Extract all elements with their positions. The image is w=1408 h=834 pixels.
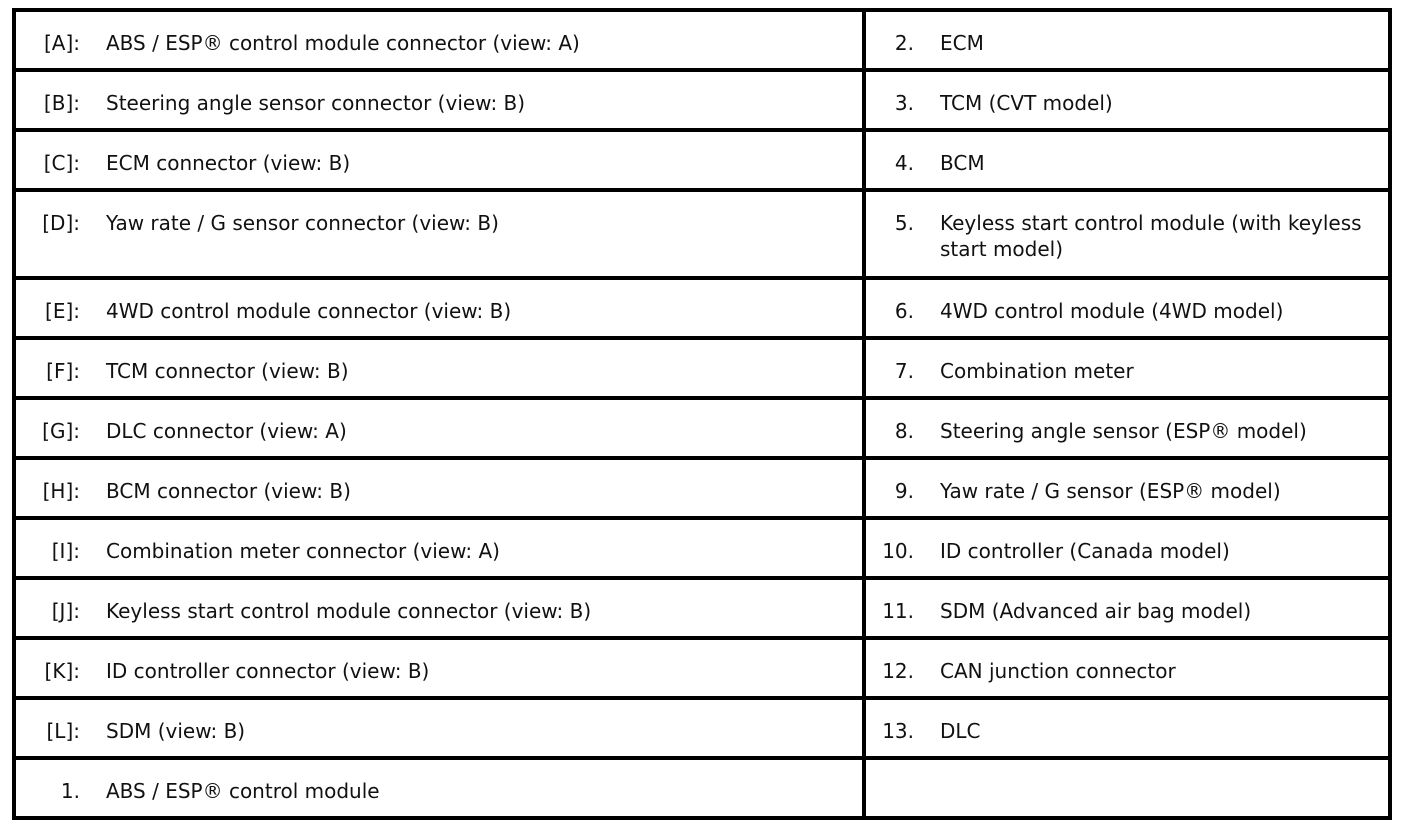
legend-cell-left (14, 758, 864, 818)
legend-description: BCM connector (view: B) (106, 479, 351, 503)
legend-key: [H]: (42, 479, 80, 503)
legend-description: 4WD control module connector (view: B) (106, 299, 512, 323)
legend-cell-right (864, 398, 1390, 458)
legend-row (14, 130, 1390, 190)
legend-description: TCM (CVT model) (940, 91, 1113, 115)
legend-description: 4WD control module (4WD model) (940, 299, 1284, 323)
legend-number: 5. (894, 211, 914, 235)
legend-description: SDM (view: B) (106, 719, 246, 743)
legend-description: DLC (940, 719, 981, 743)
legend-cell-left (14, 698, 864, 758)
legend-description: Steering angle sensor connector (view: B) (106, 91, 526, 115)
legend-description: Combination meter (940, 359, 1134, 383)
legend-key: [J]: (51, 599, 80, 623)
legend-cell-right (864, 638, 1390, 698)
component-legend-table (12, 8, 1392, 820)
legend-row (14, 278, 1390, 338)
legend-row (14, 638, 1390, 698)
legend-cell-left (14, 338, 864, 398)
legend-description: DLC connector (view: A) (106, 419, 347, 443)
legend-cell-left (14, 398, 864, 458)
legend-cell-right (864, 518, 1390, 578)
legend-row (14, 578, 1390, 638)
legend-number: 13. (882, 719, 914, 743)
legend-description: TCM connector (view: B) (106, 359, 349, 383)
legend-description: Combination meter connector (view: A) (106, 539, 500, 563)
legend-row (14, 398, 1390, 458)
legend-row (14, 70, 1390, 130)
legend-number: 8. (894, 419, 914, 443)
legend-description: ID controller connector (view: B) (106, 659, 430, 683)
legend-description: ABS / ESP® control module (106, 779, 380, 803)
legend-row (14, 698, 1390, 758)
legend-row (14, 758, 1390, 818)
legend-cell-left (14, 278, 864, 338)
legend-description: Keyless start control module (with keyless start model) (940, 211, 1362, 261)
legend-description: Yaw rate / G sensor connector (view: B) (106, 211, 499, 235)
legend-number: 12. (882, 659, 914, 683)
legend-number: 2. (894, 31, 914, 55)
legend-key: [C]: (43, 151, 80, 175)
legend-cell-left (14, 638, 864, 698)
legend-row (14, 190, 1390, 278)
legend-description: Yaw rate / G sensor (ESP® model) (940, 479, 1281, 503)
legend-number: 6. (894, 299, 914, 323)
legend-cell-left (14, 130, 864, 190)
legend-key: [B]: (43, 91, 80, 115)
legend-description: ID controller (Canada model) (940, 539, 1230, 563)
legend-number: 7. (894, 359, 914, 383)
legend-cell-right (864, 338, 1390, 398)
legend-cell-right (864, 130, 1390, 190)
legend-number: 9. (894, 479, 914, 503)
legend-description: ECM (940, 31, 984, 55)
legend-cell-right (864, 458, 1390, 518)
legend-cell-right (864, 698, 1390, 758)
legend-row (14, 458, 1390, 518)
legend-row (14, 338, 1390, 398)
legend-key: 1. (60, 779, 80, 803)
legend-number: 3. (894, 91, 914, 115)
legend-description: ECM connector (view: B) (106, 151, 351, 175)
legend-key: [G]: (42, 419, 80, 443)
legend-key: [A]: (43, 31, 80, 55)
legend-cell-left (14, 518, 864, 578)
legend-cell-left (14, 10, 864, 70)
legend-cell-left (14, 578, 864, 638)
legend-description: CAN junction connector (940, 659, 1176, 683)
legend-number: 4. (894, 151, 914, 175)
legend-description: BCM (940, 151, 985, 175)
legend-cell-right (864, 578, 1390, 638)
legend-description: ABS / ESP® control module connector (view: A) (106, 31, 580, 55)
legend-cell-left (14, 458, 864, 518)
legend-key: [D]: (42, 211, 80, 235)
legend-cell-right (864, 10, 1390, 70)
legend-number: 10. (882, 539, 914, 563)
legend-number: 11. (882, 599, 914, 623)
legend-cell-right-empty (864, 758, 1390, 818)
legend-cell-left (14, 190, 864, 278)
legend-description: SDM (Advanced air bag model) (940, 599, 1252, 623)
legend-key: [K]: (44, 659, 80, 683)
legend-row (14, 518, 1390, 578)
legend-key: [L]: (46, 719, 80, 743)
legend-key: [E]: (45, 299, 80, 323)
legend-description: Steering angle sensor (ESP® model) (940, 419, 1307, 443)
legend-cell-right (864, 70, 1390, 130)
legend-description: Keyless start control module connector (view: B) (106, 599, 592, 623)
legend-cell-right (864, 278, 1390, 338)
legend-key: [I]: (51, 539, 80, 563)
legend-cell-left (14, 70, 864, 130)
legend-key: [F]: (46, 359, 80, 383)
legend-row (14, 10, 1390, 70)
legend-cell-right (864, 190, 1390, 278)
